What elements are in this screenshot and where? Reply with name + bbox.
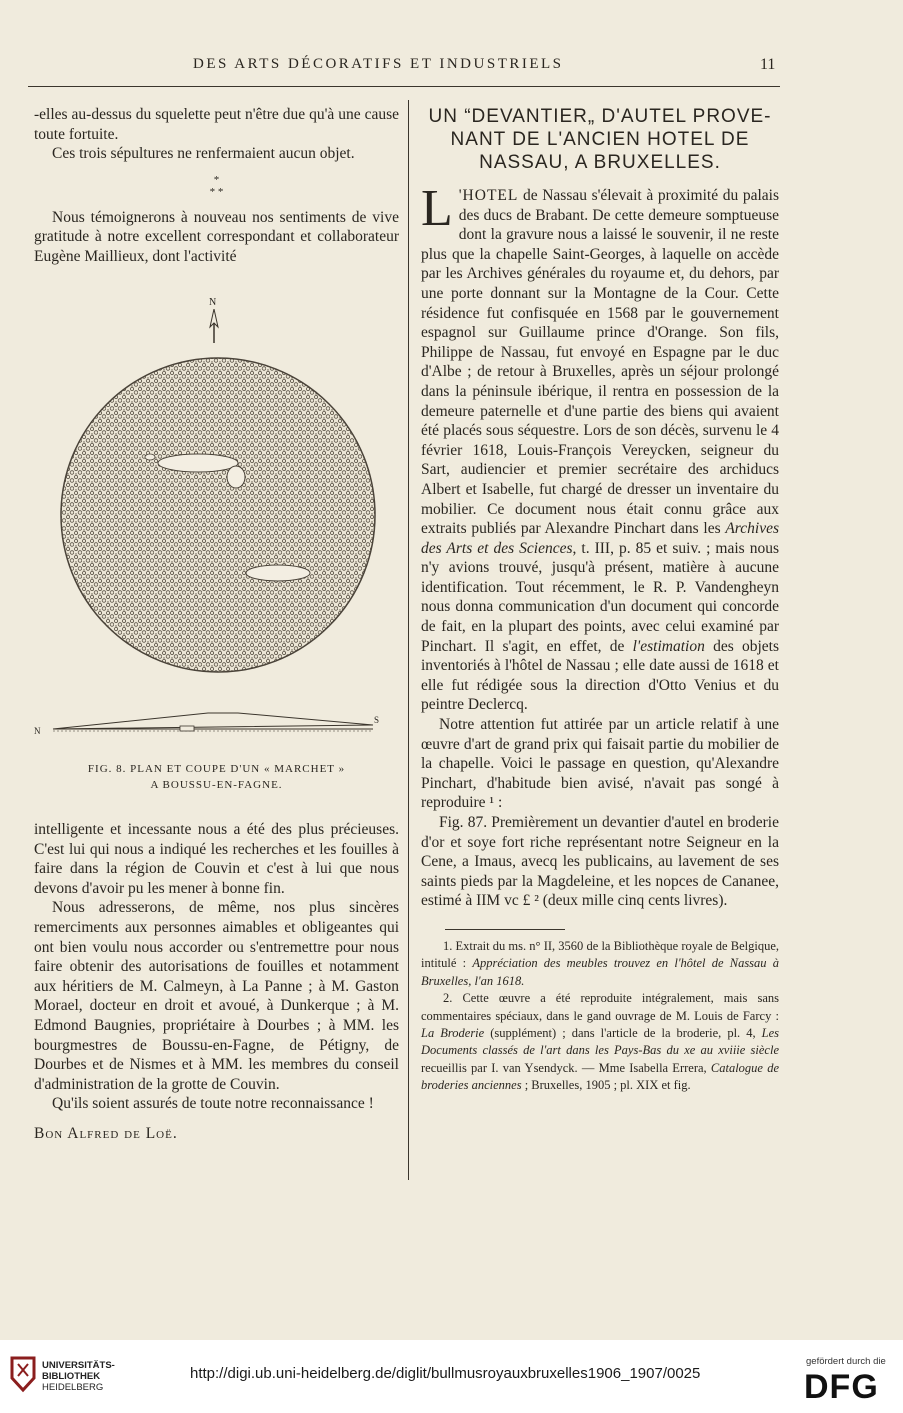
paragraph: Nous témoignerons à nouveau nos sentiments de vive gratitude à notre excellent correspondant et collaborateur Eugène Maillieux, dont l'activité (34, 208, 399, 265)
asterism-top: * (213, 173, 220, 186)
text-run: 2. Cette œuvre a été reproduite intégralement, mais sans commentaires spéciaux, dans le gand ouvrage de M. Louis de Farcy : (421, 991, 779, 1023)
university-name (42, 1360, 115, 1393)
viewer-footer (0, 1340, 903, 1413)
drop-cap: L (421, 180, 453, 237)
text-run: 1. Extrait du ms. n° II, 3560 de la Bibliothèque royale de Belgique, intitulé : (421, 938, 779, 971)
section-label-s: S (374, 715, 380, 725)
title-line-3: NASSAU, A BRUXELLES. (479, 152, 721, 173)
paragraph (421, 180, 779, 715)
paragraph: Nous adresserons, de même, nos plus sincères remerciments aux personnes aimables et obligeantes qui ont bien voulu nous accorder ou s'entremettre pour nous faire obtenir des autorisations de fouilles et notamment aux héritiers de M. Calmeyn, à La Panne ; à M. Gaston Morael, docteur en droit et avoué, à Dunkerque ; à M. Edmond Baugnies, propriétaire à Dourbes ; à MM. les bourgmestres de Boussu-en-Fagne, de Pétigny, de Dourbes et de Nismes et à MM. les membres du conseil d'administration de la grotte de Couvin. (34, 899, 399, 1093)
right-column (421, 105, 779, 1095)
asterism-bottom: * * (209, 185, 224, 198)
quoted-paragraph: Fig. 87. Premièrement un devantier d'autel en broderie d'or et soye fort riche représentant notre Seigneur en la Cene, a Imaus, avecq les publicains, au lavement de ses saints pieds par la Magdeleine, et les nopces de Cananee, estimé à IIM vc £ ² (deux mille cinq cents livres). (421, 814, 779, 910)
dfg-logo: DFG (804, 1368, 879, 1406)
caption-line-2: A BOUSSU-EN-FAGNE. (150, 779, 283, 791)
university-logo-icon (8, 1352, 38, 1396)
title-line-1: UN “DEVANTIER„ D'AUTEL PROVE- (428, 106, 772, 127)
footnotes (421, 938, 779, 1095)
text-run: , t. III, p. 85 et suiv. ; mais nous n'y avions trouvé, jusqu'à présent, matière à aucune identification. Tout récemment, le R. P. Vandengheyn nous donna communication d'un document qui concorde de fait, en la plupart des points, avec celui examiné par Pinchart. Il s'agit, en effet, de (421, 539, 779, 655)
north-label: N (209, 297, 217, 308)
asterism (34, 174, 399, 198)
author-signature: Bon Alfred de Loë. (34, 1124, 178, 1142)
column-rule (408, 100, 409, 1180)
italic-title: Archives des Arts et des Sciences (421, 520, 779, 557)
barrow-plan-drawing (58, 355, 378, 675)
text-run: de Nassau s'élevait à proximité du palais des ducs de Brabant. De cette demeure somptueuse dont la gravure nous a laissé le souvenir, il ne reste plus que la chapelle Saint-Georges, à laquelle on accède par les Archives générales du royaume et, du dehors, par une porte donnant sur la Montagne de la Cour. Cette résidence fut confisquée en 1568 par le gouvernement espagnol sur Guillaume prince d'Orange. Son fils, Philippe de Nassau, fut envoyé en Espagne par le duc d'Albe ; de retour à Bruxelles, après un séjour prolongé dans la péninsule ibérique, il rentra en possession de la demeure paternelle et d'une partie des biens qui avaient été placés sous séquestre. Lors de son décès, survenu le 4 février 1618, Louis-François Vereycken, seigneur du Sart, audiencier et premier secrétaire des archiducs Albert et Isabelle, fut chargé de dresser un inventaire du mobilier. Ce document nous était connu grâce aux extraits publiés par Alexandre Pinchart dans les (421, 187, 779, 538)
funder-label: gefördert durch die (806, 1356, 886, 1367)
title-line-2: NANT DE L'ANCIEN HOTEL DE (450, 129, 750, 150)
italic-title: Appréciation des meubles trouvez en l'hôtel de Nassau à Bruxelles, l'an 1618. (421, 956, 780, 988)
uni-line-3: HEIDELBERG (42, 1382, 104, 1393)
footnote-1 (421, 938, 779, 990)
text-run: (supplément) ; dans l'article de la broderie, pl. 4, (484, 1026, 762, 1040)
paragraph: intelligente et incessante nous a été des plus précieuses. C'est lui qui nous a indiqué les recherches et les fouilles à faire dans la région de Couvin et c'est à lui que nous devons d'avoir pu les mener à bonne fin. (34, 821, 399, 897)
figure-caption (34, 761, 399, 793)
figure-8 (34, 295, 399, 795)
permalink-url[interactable]: http://digi.ub.uni-heidelberg.de/diglit/bullmusroyauxbruxelles1906_1907/0025 (190, 1365, 701, 1382)
left-column-top (34, 105, 399, 267)
footnote-rule (445, 929, 565, 930)
paragraph: Qu'ils soient assurés de toute notre reconnaissance ! (52, 1095, 374, 1113)
paragraph: Notre attention fut attirée par un article relatif à une œuvre d'art de grand prix qui faisait partie du mobilier de la chapelle. Voici le passage en question, qu'Alexandre Pinchart, d'habitude bien avisé, n'avait pas songé à reproduire ¹ : (421, 716, 779, 812)
italic-term: l'estimation (632, 637, 705, 655)
italic-title: Les Documents classés de l'art dans les Pays-Bas du xe au xviiie siècle (421, 1026, 779, 1058)
running-head (0, 56, 903, 78)
page-number: 11 (760, 56, 776, 73)
header-rule (28, 86, 780, 87)
uni-line-1: UNIVERSITÄTS- (42, 1360, 115, 1371)
paragraph: -elles au-dessus du squelette peut n'être due qu'à une cause toute fortuite. (34, 106, 399, 143)
paragraph: Ces trois sépultures ne renfermaient aucun objet. (52, 145, 355, 163)
italic-title: La Broderie (421, 1026, 485, 1040)
left-column-bottom (34, 820, 399, 1144)
footnote-2 (421, 990, 779, 1094)
section-label-n: N (34, 726, 41, 736)
article-title (421, 105, 779, 174)
italic-title: Catalogue de broderies anciennes (421, 1060, 779, 1093)
running-title: DES ARTS DÉCORATIFS ET INDUSTRIELS (193, 56, 564, 72)
caption-line-1: FIG. 8. PLAN ET COUPE D'UN « MARCHET » (87, 763, 346, 775)
text-run: des objets inventoriés à l'hôtel de Nassau ; elle date aussi de 1618 et elle fut rédigée sous la direction d'Otto Venius et du peintre Declercq. (421, 637, 779, 714)
barrow-section-drawing (48, 707, 378, 733)
north-arrow-icon (207, 309, 221, 345)
text-run: recueillis par I. van Ysendyck. — Mme Isabella Errera, (421, 1060, 711, 1075)
text-run: ; Bruxelles, 1905 ; pl. XIX et fig. (521, 1078, 691, 1093)
uni-line-2: BIBLIOTHEK (42, 1371, 101, 1382)
lead-word: 'HOTEL (458, 187, 519, 204)
